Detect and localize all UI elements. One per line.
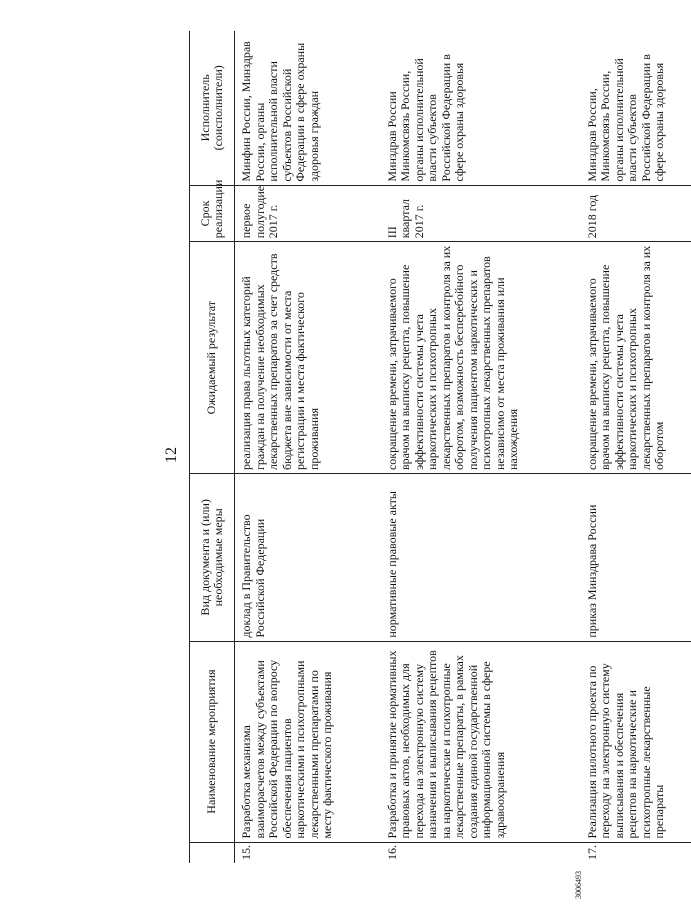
row-name: Разработка механизма взаиморасчетов между субъектами Российской Федерации по вопросу обеспечения пациентов наркотическими и психотропными лекарственными препаратами по месту фактического проживания <box>235 641 381 842</box>
header-executor: Исполнитель (соисполнители) <box>190 31 235 185</box>
row-result: сокращение времени, затрачиваемого врачом на выписку рецепта, повышение эффективности системы учета наркотических и психотропных лекарственных препаратов и контроля за их оборотом <box>581 242 691 474</box>
row-doc: приказ Минздрава России <box>581 474 691 642</box>
row-result: сокращение времени, затрачиваемого врачом на выписку рецепта, повышение эффективности системы учета наркотических и психотропных лекарственных препаратов и контроля за их оборотом, возможность бесперебойного получения пациентом наркотических и психотропных лекарственных препаратов независимо от места проживания или нахождения <box>381 242 581 474</box>
row-term: 2018 год <box>581 185 691 242</box>
row-term: III квартал 2017 г. <box>381 185 581 242</box>
table-row <box>235 31 381 863</box>
header-term: Срок реализации <box>190 185 235 242</box>
row-number: 17. <box>584 845 599 860</box>
row-executor: Минздрав России, Минкомсвязь России, органы исполнительной власти субъектов Российской Федерации в сфере охраны здоровья <box>581 31 691 185</box>
page-number: 12 <box>163 447 180 463</box>
measures-table <box>189 31 691 863</box>
table-header-row <box>190 31 235 863</box>
row-term: первое полугодие 2017 г. <box>235 185 381 242</box>
header-name: Наименование мероприятия <box>190 641 235 842</box>
row-name: Реализация пилотного проекта по переходу на электронную систему выписывания и обеспечения рецептов на наркотические и психотропные лекарственные препараты <box>581 641 691 842</box>
row-name: Разработка и принятие нормативных правовых актов, необходимых для перехода на электронную систему назначения и выписывания рецептов на наркотические и психотропные лекарственные препараты, в рамках создания единой государственной информационной системы в сфере здравоохранения <box>381 641 581 842</box>
document-id: 3006493 <box>574 871 583 899</box>
row-doc: нормативные правовые акты <box>381 474 581 642</box>
row-result: реализация права льготных категорий граждан на получение необходимых лекарственных препаратов за счет средств бюджета вне зависимости от места регистрации и места фактического проживания <box>235 242 381 474</box>
row-number: 16. <box>384 845 399 860</box>
row-doc: доклад в Правительство Российской Федерации <box>235 474 381 642</box>
table-row <box>581 31 691 863</box>
header-result: Ожидаемый результат <box>190 242 235 474</box>
table-row <box>381 31 581 863</box>
row-executor: Минздрав России Минкомсвязь России, органы исполнительной власти субъектов Российской Федерации в сфере охраны здоровья <box>381 31 581 185</box>
row-executor: Минфин России, Минздрав России, органы исполнительной власти субъектов Российской Федерации в сфере охраны здоровья граждан <box>235 31 381 185</box>
row-number: 15. <box>239 845 253 860</box>
header-doc: Вид документа и (или) необходимые меры <box>190 474 235 642</box>
header-num <box>190 842 235 863</box>
